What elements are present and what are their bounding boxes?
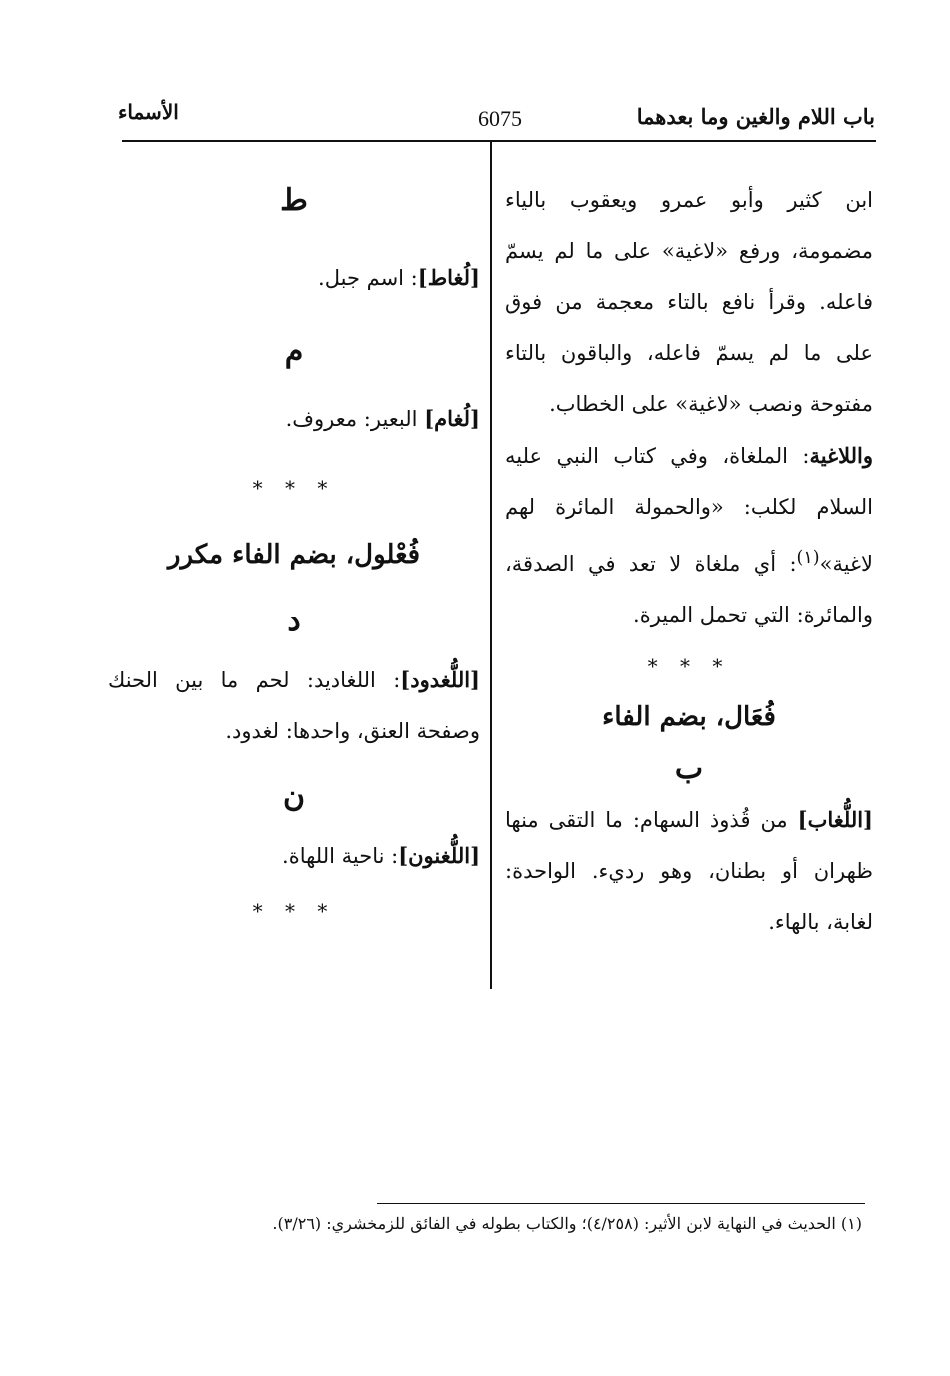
entry-lughnun	[108, 830, 480, 882]
stars-separator: * * *	[252, 899, 336, 923]
section-title: فُعَال، بضم الفاء	[602, 702, 776, 732]
page-number: 6075	[478, 106, 522, 131]
letter-heading: د	[287, 603, 301, 638]
headword: [لُغاط]	[417, 265, 480, 290]
stars-separator: * * *	[252, 476, 336, 500]
letter-heading: ن	[282, 779, 306, 814]
column-divider	[490, 141, 492, 989]
entry-lugab	[505, 794, 873, 948]
entry-text: : اسم جبل.	[318, 266, 418, 290]
entry-lugat	[108, 252, 480, 304]
letter-heading: ط	[280, 183, 308, 218]
entry-text: : ناحية اللهاة.	[282, 844, 399, 868]
letter-heading: ب	[674, 751, 704, 786]
section-header: الأسماء	[118, 100, 179, 124]
page-header	[118, 100, 875, 140]
entry-text: البعير: معروف.	[285, 407, 425, 431]
entry-lugam	[108, 393, 480, 445]
headword: [اللُّغنون]	[398, 843, 480, 868]
entry-text: : أي ملغاة لا تعد في الصدقة، والمائرة: التي تحمل الميرة.	[505, 552, 873, 627]
entry-text: : الملغاة، وفي كتاب النبي عليه السلام لكلب: «والحمولة المائرة لهم لاغية»	[505, 444, 873, 576]
footnote: (١) الحديث في النهاية لابن الأثير: (٤/٢٥٨)؛ والكتاب بطوله في الفائق للزمخشري: (٣/٢٦).	[272, 1214, 862, 1233]
section-title: فُعْلول، بضم الفاء مكرر	[167, 540, 421, 570]
headword: واللاغية	[809, 443, 873, 468]
left-column	[108, 175, 480, 937]
paragraph-qiraat: ابن كثير وأبو عمرو ويعقوب بالياء مضمومة، ورفع «لاغية» على ما لم يسمّ فاعله. وقرأ نافع بالتاء معجمة من فوق على ما لم يسمّ فاعله، والباقون بالتاء مفتوحة ونصب «لاغية» على الخطاب.	[505, 188, 873, 416]
entry-text: : اللغاديد: لحم ما بين الحنك وصفحة العنق، واحدها: لغدود.	[108, 668, 480, 743]
entry-lagiya	[505, 430, 873, 641]
headword: [اللُّغدود]	[400, 667, 480, 692]
right-column	[505, 175, 873, 948]
chapter-title: باب اللام والغين وما بعدهما	[636, 104, 875, 129]
stars-separator: * * *	[647, 654, 731, 678]
entry-text: من قُذوذ السهام: ما التقى منها ظهران أو بطنان، وهو رديء. الواحدة: لغابة، بالهاء.	[505, 808, 873, 934]
headword: [لُغام]	[424, 406, 480, 431]
header-rule	[122, 140, 876, 142]
headword: [اللُّغاب]	[797, 807, 873, 832]
entry-lughdud	[108, 654, 480, 757]
footnote-rule	[377, 1203, 865, 1204]
letter-heading: م	[284, 334, 304, 369]
footnote-ref: (١)	[796, 548, 820, 568]
